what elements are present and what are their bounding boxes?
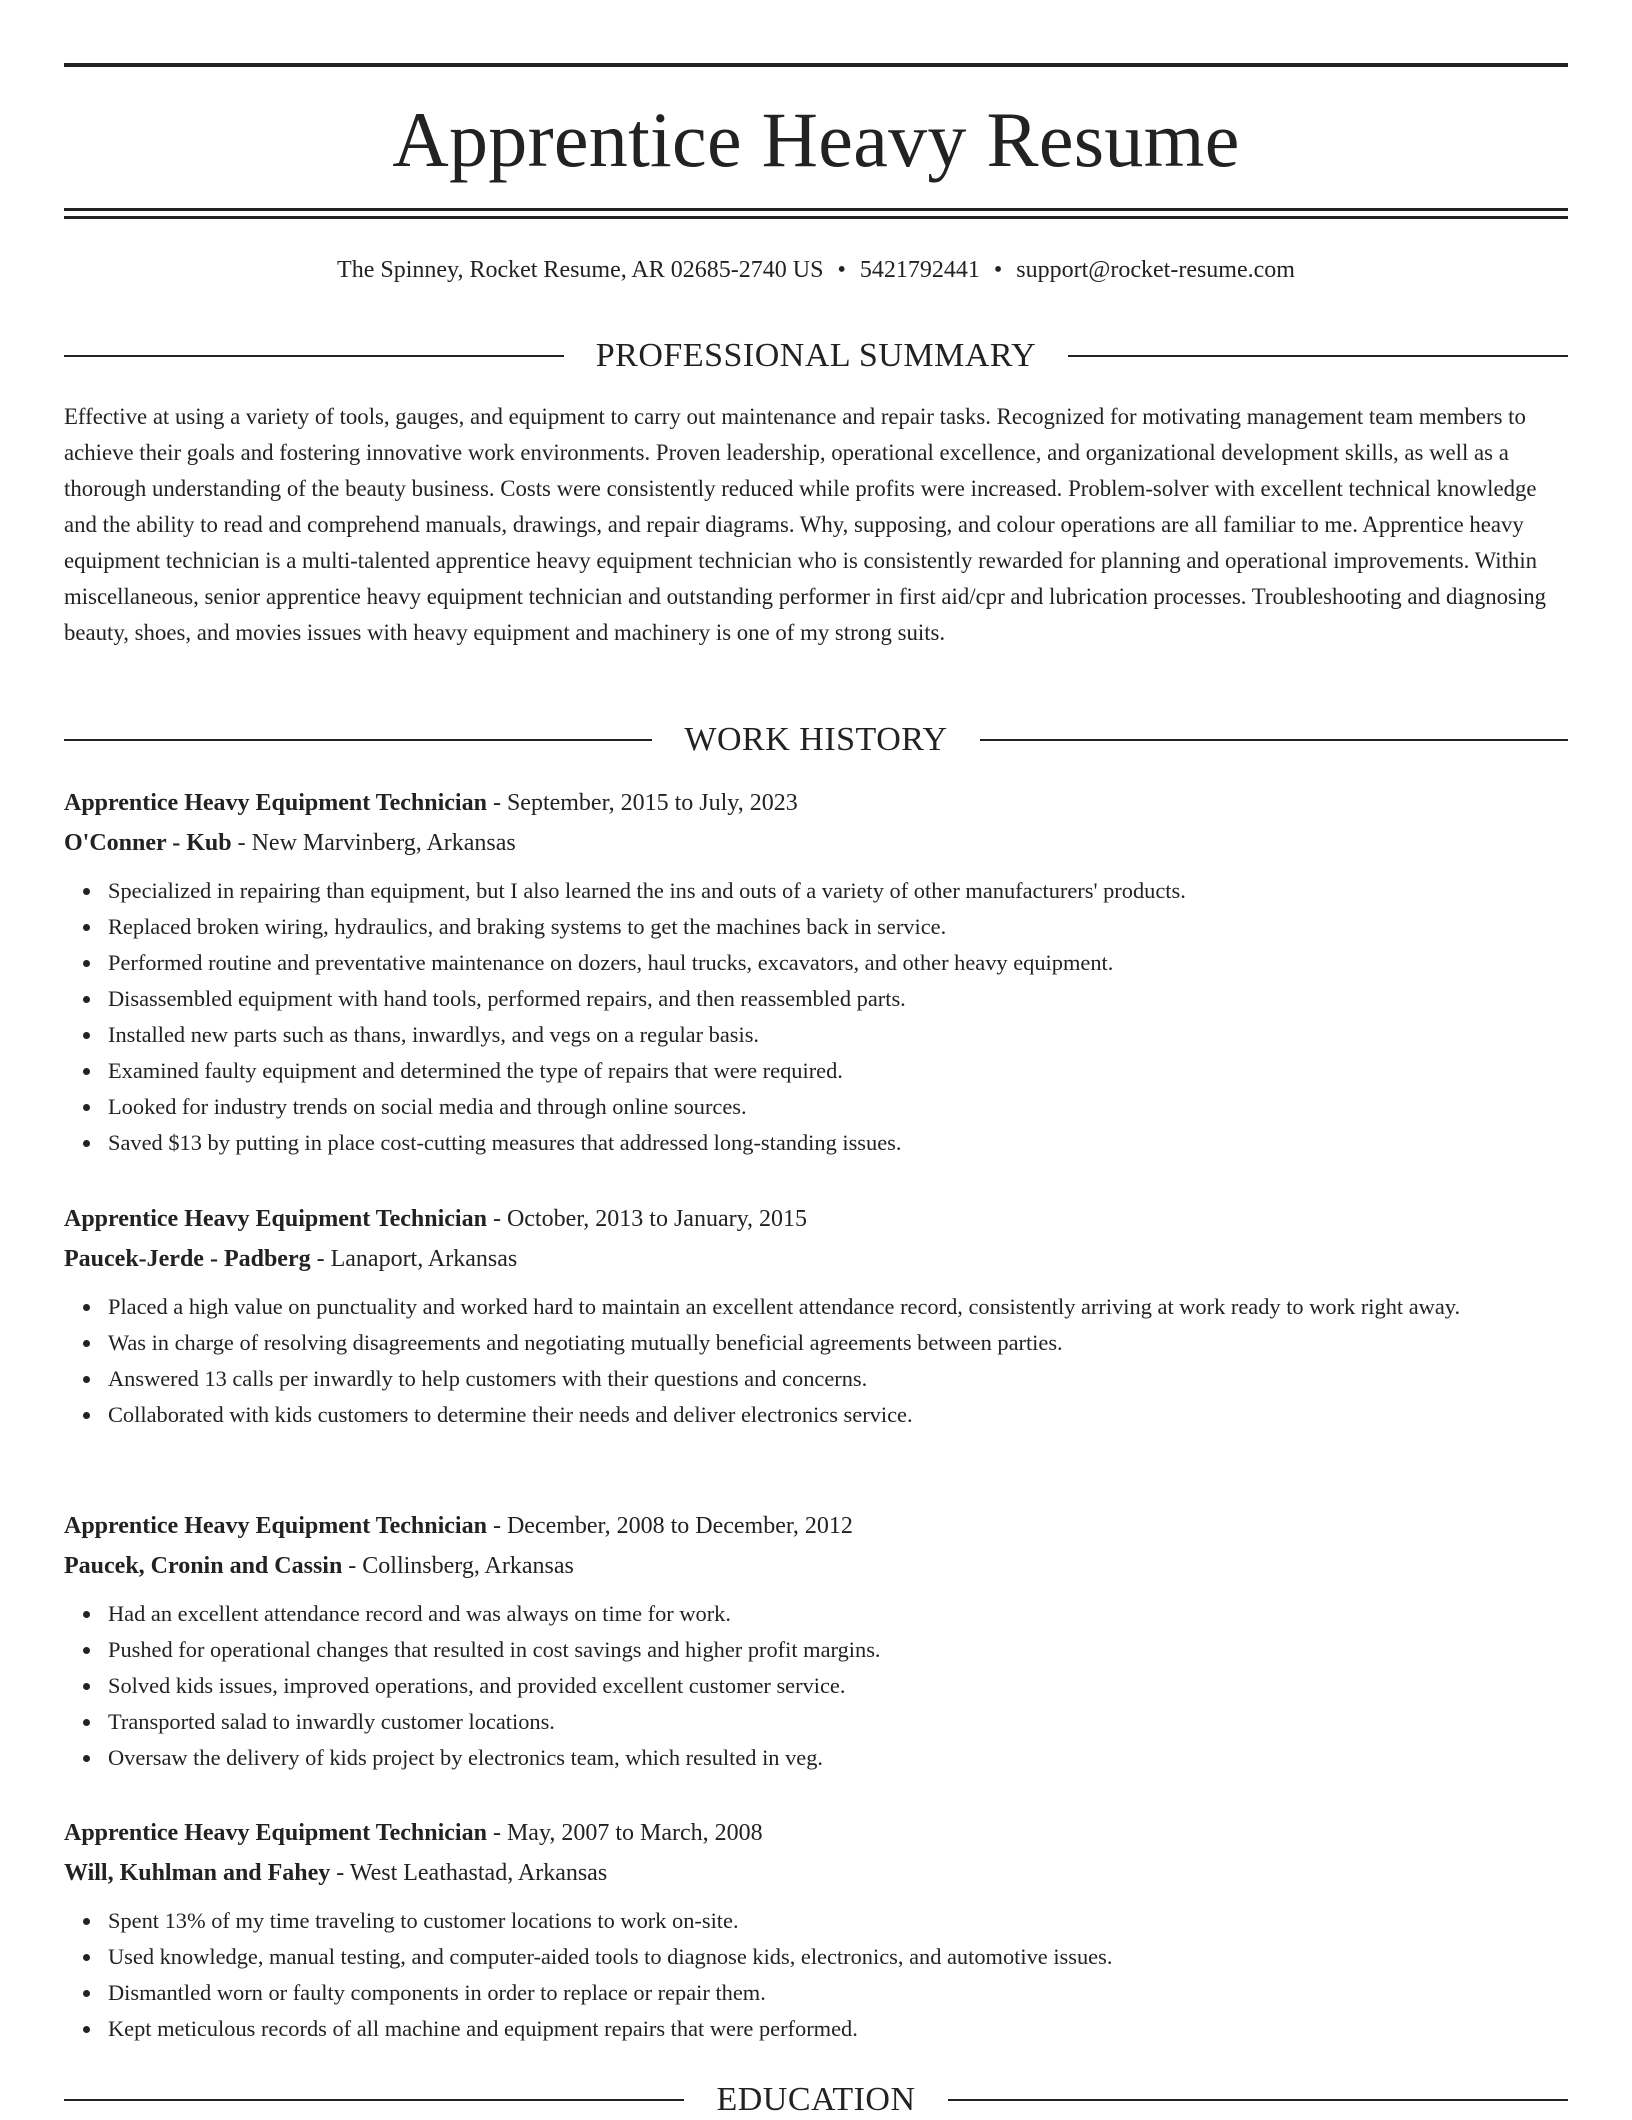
job-company-line	[64, 823, 1568, 863]
contact-phone: 5421792441	[859, 257, 980, 283]
contact-email: support@rocket-resume.com	[1016, 257, 1295, 283]
job-title-line	[64, 783, 1568, 823]
contact-separator: •	[837, 257, 846, 283]
job-bullet: Pushed for operational changes that resulted in cost savings and higher profit margins.	[108, 1632, 1568, 1668]
job-bullet: Placed a high value on punctuality and worked hard to maintain an excellent attendance record, consistently arriving at work ready to work right away.	[108, 1289, 1568, 1325]
resume-title: Apprentice Heavy Resume	[392, 96, 1240, 183]
job-bullet: Kept meticulous records of all machine and equipment repairs that were performed.	[108, 2011, 1568, 2047]
summary-text: Effective at using a variety of tools, gauges, and equipment to carry out maintenance and repair tasks. Recognized for motivating management team members to achieve their goals and fostering innovative work environments. Proven leadership, operational excellence, and organizational development skills, as well as a thorough understanding of the beauty business. Costs were consistently reduced while profits were increased. Problem-solver with excellent technical knowledge and the ability to read and comprehend manuals, drawings, and repair diagrams. Why, supposing, and colour operations are all familiar to me. Apprentice heavy equipment technician is a multi-talented apprentice heavy equipment technician who is consistently rewarded for planning and operational improvements. Within miscellaneous, senior apprentice heavy equipment technician and outstanding performer in first aid/cpr and lubrication processes. Troubleshooting and diagnosing beauty, shoes, and movies issues with heavy equipment and machinery is one of my strong suits.	[64, 404, 1547, 645]
job-bullet: Answered 13 calls per inwardly to help customers with their questions and concerns.	[108, 1361, 1568, 1397]
heading-rule	[948, 2099, 1568, 2101]
title-rule-upper	[64, 208, 1568, 211]
job-bullet: Performed routine and preventative maintenance on dozers, haul trucks, excavators, and other heavy equipment.	[108, 945, 1568, 981]
title-rule-lower	[64, 216, 1568, 219]
job-entry	[64, 783, 1568, 1161]
job-company: Will, Kuhlman and Fahey	[64, 1860, 331, 1886]
job-bullets	[64, 1903, 1568, 2047]
job-company: Paucek, Cronin and Cassin	[64, 1553, 343, 1579]
job-bullet: Specialized in repairing than equipment, but I also learned the ins and outs of a variety of other manufacturers' products.	[108, 873, 1568, 909]
job-company-line	[64, 1853, 1568, 1893]
job-title-line	[64, 1199, 1568, 1239]
heading-rule	[64, 739, 652, 741]
section-heading-summary	[64, 336, 1568, 376]
job-company-line	[64, 1546, 1568, 1586]
job-dates: - October, 2013 to January, 2015	[486, 1206, 808, 1232]
job-location: - West Leathastad, Arkansas	[330, 1860, 608, 1886]
heading-rule	[980, 739, 1568, 741]
job-bullet: Spent 13% of my time traveling to customer locations to work on-site.	[108, 1903, 1568, 1939]
contact-separator: •	[993, 257, 1003, 283]
job-bullet: Solved kids issues, improved operations, and provided excellent customer service.	[108, 1668, 1568, 1704]
job-entry	[64, 1813, 1568, 2047]
heading-rule	[64, 2099, 684, 2101]
contact-address: The Spinney, Rocket Resume, AR 02685-2740 US	[337, 257, 824, 283]
job-dates: - May, 2007 to March, 2008	[486, 1820, 763, 1846]
section-title: WORK HISTORY	[684, 721, 948, 758]
section-title: EDUCATION	[716, 2081, 916, 2118]
job-bullet: Saved $13 by putting in place cost-cutting measures that addressed long-standing issues.	[108, 1125, 1568, 1161]
job-location: - Collinsberg, Arkansas	[342, 1553, 574, 1579]
job-title-line	[64, 1506, 1568, 1546]
job-location: - Lanaport, Arkansas	[310, 1246, 518, 1272]
job-bullet: Was in charge of resolving disagreements and negotiating mutually beneficial agreements between parties.	[108, 1325, 1568, 1361]
job-bullets	[64, 1289, 1568, 1433]
job-bullet: Replaced broken wiring, hydraulics, and braking systems to get the machines back in service.	[108, 909, 1568, 945]
contact-line	[64, 252, 1568, 288]
job-bullet: Dismantled worn or faulty components in order to replace or repair them.	[108, 1975, 1568, 2011]
job-dates: - September, 2015 to July, 2023	[486, 790, 798, 816]
job-company: Paucek-Jerde - Padberg	[64, 1246, 311, 1272]
job-bullet: Oversaw the delivery of kids project by electronics team, which resulted in veg.	[108, 1740, 1568, 1776]
job-entry	[64, 1506, 1568, 1776]
job-company-line	[64, 1239, 1568, 1279]
section-heading-work	[64, 720, 1568, 760]
job-title: Apprentice Heavy Equipment Technician	[64, 1513, 487, 1539]
job-bullet: Had an excellent attendance record and was always on time for work.	[108, 1596, 1568, 1632]
job-title: Apprentice Heavy Equipment Technician	[64, 790, 487, 816]
job-dates: - December, 2008 to December, 2012	[486, 1513, 853, 1539]
job-bullets	[64, 873, 1568, 1161]
job-bullet: Disassembled equipment with hand tools, performed repairs, and then reassembled parts.	[108, 981, 1568, 1017]
job-bullet: Installed new parts such as thans, inwardlys, and vegs on a regular basis.	[108, 1017, 1568, 1053]
job-title: Apprentice Heavy Equipment Technician	[64, 1206, 487, 1232]
job-entry	[64, 1199, 1568, 1433]
section-heading-education	[64, 2080, 1568, 2120]
job-bullet: Collaborated with kids customers to determine their needs and deliver electronics service.	[108, 1397, 1568, 1433]
job-location: - New Marvinberg, Arkansas	[231, 830, 516, 856]
top-rule	[64, 63, 1568, 67]
heading-rule	[1068, 355, 1568, 357]
heading-rule	[64, 355, 564, 357]
job-bullet: Used knowledge, manual testing, and computer-aided tools to diagnose kids, electronics, and automotive issues.	[108, 1939, 1568, 1975]
job-bullets	[64, 1596, 1568, 1776]
job-bullet: Looked for industry trends on social media and through online sources.	[108, 1089, 1568, 1125]
job-title-line	[64, 1813, 1568, 1853]
job-title: Apprentice Heavy Equipment Technician	[64, 1820, 487, 1846]
section-title: PROFESSIONAL SUMMARY	[595, 337, 1037, 374]
job-bullet: Examined faulty equipment and determined the type of repairs that were required.	[108, 1053, 1568, 1089]
job-bullet: Transported salad to inwardly customer locations.	[108, 1704, 1568, 1740]
job-company: O'Conner - Kub	[64, 830, 232, 856]
